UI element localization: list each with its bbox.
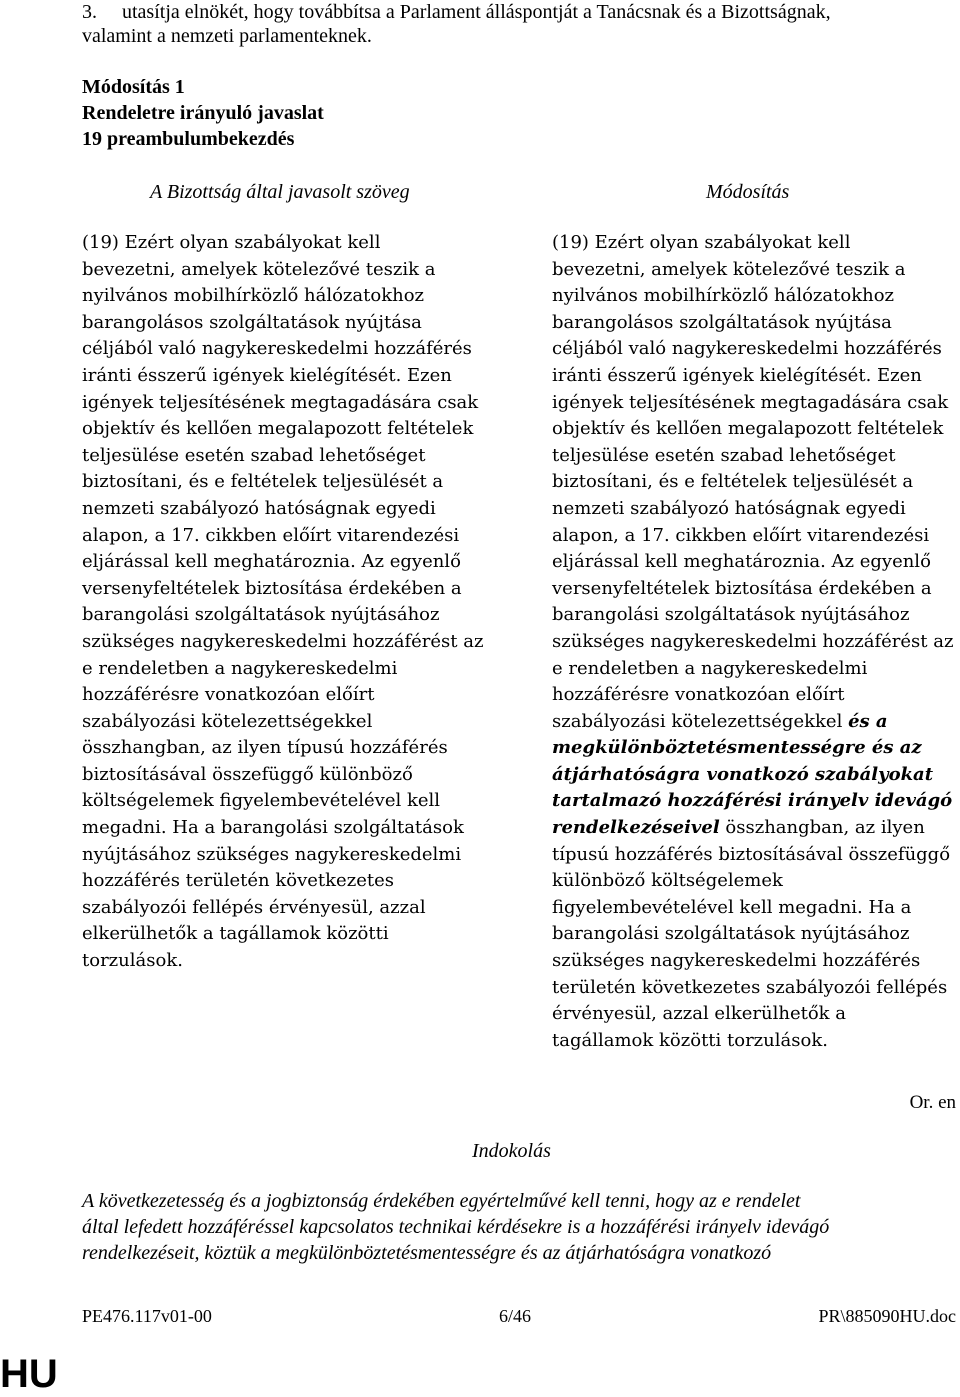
text-line: barangolásos szolgáltatások nyújtása	[82, 311, 422, 333]
line-text: területén következetes szabályozói fellépés	[552, 976, 948, 998]
text-line	[552, 842, 958, 869]
footer-doc-ref: PE476.117v01-00	[82, 1306, 212, 1326]
text-line	[552, 975, 958, 1002]
amended-text: és a	[848, 710, 888, 732]
line-text: barangolásos szolgáltatások nyújtása	[552, 311, 892, 333]
text-line: nemzeti szabályozó hatóságnak egyedi	[82, 497, 436, 519]
left-column-header: A Bizottság által javasolt szöveg	[150, 181, 410, 203]
text-line: nyilvános mobilhírközlő hálózatokhoz	[82, 285, 425, 307]
intro-line-2: valamint a nemzeti parlamenteknek.	[82, 25, 372, 47]
line-text: hozzáférésre vonatkozóan előírt	[552, 684, 845, 706]
line-text: típusú hozzáférés biztosításával összefüggő	[552, 843, 951, 865]
text-line: céljából való nagykereskedelmi hozzáférés	[82, 338, 472, 360]
text-line: megadni. Ha a barangolási szolgáltatások	[82, 817, 464, 839]
text-line	[552, 602, 958, 629]
text-line	[552, 257, 958, 284]
commission-text	[82, 230, 492, 975]
text-line	[552, 1001, 958, 1028]
line-text: igények teljesítésének megtagadására csak	[552, 391, 949, 413]
text-line	[552, 948, 958, 975]
line-text: szabályozási kötelezettségekkel	[552, 710, 849, 732]
text-line: alapon, a 17. cikkben előírt vitarendezési	[82, 524, 460, 546]
text-line	[552, 443, 958, 470]
line-text: szükséges nagykereskedelmi hozzáférés	[552, 950, 921, 972]
line-text: (19) Ezért olyan szabályokat kell	[552, 232, 851, 253]
amendment-text	[552, 230, 958, 1054]
text-line: eljárással kell meghatároznia. Az egyenlő	[82, 551, 461, 573]
line-text: barangolási szolgáltatások nyújtásához	[552, 604, 910, 626]
justification-title: Indokolás	[472, 1140, 551, 1162]
text-line	[552, 576, 958, 603]
text-line	[552, 868, 958, 895]
line-text: objektív és kellően megalapozott feltételek	[552, 418, 944, 440]
text-line	[552, 762, 958, 789]
text-line	[552, 496, 958, 523]
text-line	[552, 390, 958, 417]
text-line	[552, 815, 958, 842]
justification-line: rendelkezéseit, köztük a megkülönböztetésmentességre és az átjárhatóságra vonatkozó	[82, 1242, 772, 1264]
intro-number: 3.	[82, 1, 97, 23]
text-line: szabályozói fellépés érvényesül, azzal	[82, 896, 426, 918]
intro-line-1: utasítja elnökét, hogy továbbítsa a Parlament álláspontját a Tanácsnak és a Bizottságnak,	[122, 1, 831, 23]
line-text: biztosítani, és e feltételek teljesülését a	[552, 471, 914, 493]
line-text: alapon, a 17. cikkben előírt vitarendezési	[552, 524, 930, 546]
amendment-reference: 19 preambulumbekezdés	[82, 128, 295, 150]
text-line	[552, 1028, 958, 1055]
original-language: Or. en	[909, 1092, 956, 1113]
line-text: bevezetni, amelyek kötelezővé teszik a	[552, 258, 906, 280]
footer-file-name: PR\885090HU.doc	[818, 1306, 956, 1326]
text-line: barangolási szolgáltatások nyújtásához	[82, 604, 440, 626]
text-line: hozzáférésre vonatkozóan előírt	[82, 684, 375, 706]
line-text: tagállamok közötti torzulások.	[552, 1029, 828, 1051]
language-code: HU	[0, 1352, 58, 1396]
text-line: költségelemek figyelembevételével kell	[82, 790, 441, 812]
amendment-subtitle: Rendeletre irányuló javaslat	[82, 102, 324, 124]
amendment-title: Módosítás 1	[82, 76, 185, 98]
text-line: elkerülhetők a tagállamok közötti	[82, 923, 389, 945]
text-line: biztosítani, és e feltételek teljesülését a	[82, 471, 444, 493]
text-line: összhangban, az ilyen típusú hozzáférés	[82, 737, 448, 759]
text-line	[552, 363, 958, 390]
justification-line: A következetesség és a jogbiztonság érdekében egyértelművé kell tenni, hogy az e rendelet	[82, 1190, 801, 1212]
line-text: összhangban, az ilyen	[719, 817, 925, 839]
text-line: (19) Ezért olyan szabályokat kell	[82, 232, 381, 253]
line-text: versenyfeltételek biztosítása érdekében a	[552, 577, 932, 599]
amended-text: megkülönböztetésmentességre és az	[552, 737, 922, 759]
text-line	[552, 709, 958, 736]
amended-text: tartalmazó hozzáférési irányelv idevágó	[552, 790, 953, 812]
text-line	[552, 788, 958, 815]
text-line	[552, 895, 958, 922]
text-line: torzulások.	[82, 950, 183, 972]
text-line: objektív és kellően megalapozott feltételek	[82, 418, 474, 440]
amended-text: átjárhatóságra vonatkozó szabályokat	[552, 763, 934, 785]
text-line	[552, 656, 958, 683]
text-line: biztosításával összefüggő különböző	[82, 763, 413, 785]
text-line: e rendeletben a nagykereskedelmi	[82, 657, 398, 679]
text-line	[552, 549, 958, 576]
text-line	[552, 629, 958, 656]
text-line	[552, 735, 958, 762]
footer-page-number: 6/46	[499, 1306, 532, 1326]
line-text: teljesülése esetén szabad lehetőséget	[552, 444, 896, 466]
text-line	[552, 921, 958, 948]
text-line	[552, 469, 958, 496]
line-text: barangolási szolgáltatások nyújtásához	[552, 923, 910, 945]
line-text: nyilvános mobilhírközlő hálózatokhoz	[552, 285, 895, 307]
amended-text: rendelkezéseivel	[552, 817, 720, 839]
text-line	[552, 682, 958, 709]
line-text: iránti ésszerű igények kielégítését. Ezen	[552, 364, 922, 386]
line-text: e rendeletben a nagykereskedelmi	[552, 657, 868, 679]
text-line: szabályozási kötelezettségekkel	[82, 710, 373, 732]
text-line	[552, 310, 958, 337]
text-line	[552, 283, 958, 310]
text-line: iránti ésszerű igények kielégítését. Ezen	[82, 364, 452, 386]
justification-text	[82, 1188, 952, 1266]
justification-line: által lefedett hozzáféréssel kapcsolatos technikai kérdésekre is a hozzáférési irányelv idevágó	[82, 1216, 830, 1238]
text-line: versenyfeltételek biztosítása érdekében a	[82, 577, 462, 599]
text-line: teljesülése esetén szabad lehetőséget	[82, 444, 426, 466]
text-line	[552, 336, 958, 363]
text-line: nyújtásához szükséges nagykereskedelmi	[82, 843, 462, 865]
line-text: céljából való nagykereskedelmi hozzáférés	[552, 338, 942, 360]
text-line	[552, 416, 958, 443]
text-line	[552, 230, 958, 257]
text-line: hozzáférés területén következetes	[82, 870, 394, 892]
text-line	[552, 523, 958, 550]
right-column-header: Módosítás	[706, 181, 790, 203]
line-text: nemzeti szabályozó hatóságnak egyedi	[552, 497, 906, 519]
text-line: igények teljesítésének megtagadására csak	[82, 391, 479, 413]
amendment-heading	[82, 74, 324, 152]
line-text: figyelembevételével kell megadni. Ha a	[552, 896, 912, 918]
line-text: eljárással kell meghatároznia. Az egyenlő	[552, 551, 931, 573]
line-text: érvényesül, azzal elkerülhetők a	[552, 1003, 847, 1025]
text-line: bevezetni, amelyek kötelezővé teszik a	[82, 258, 436, 280]
text-line: szükséges nagykereskedelmi hozzáférést az	[82, 630, 484, 652]
line-text: különböző költségelemek	[552, 870, 783, 892]
line-text: szükséges nagykereskedelmi hozzáférést az	[552, 630, 954, 652]
